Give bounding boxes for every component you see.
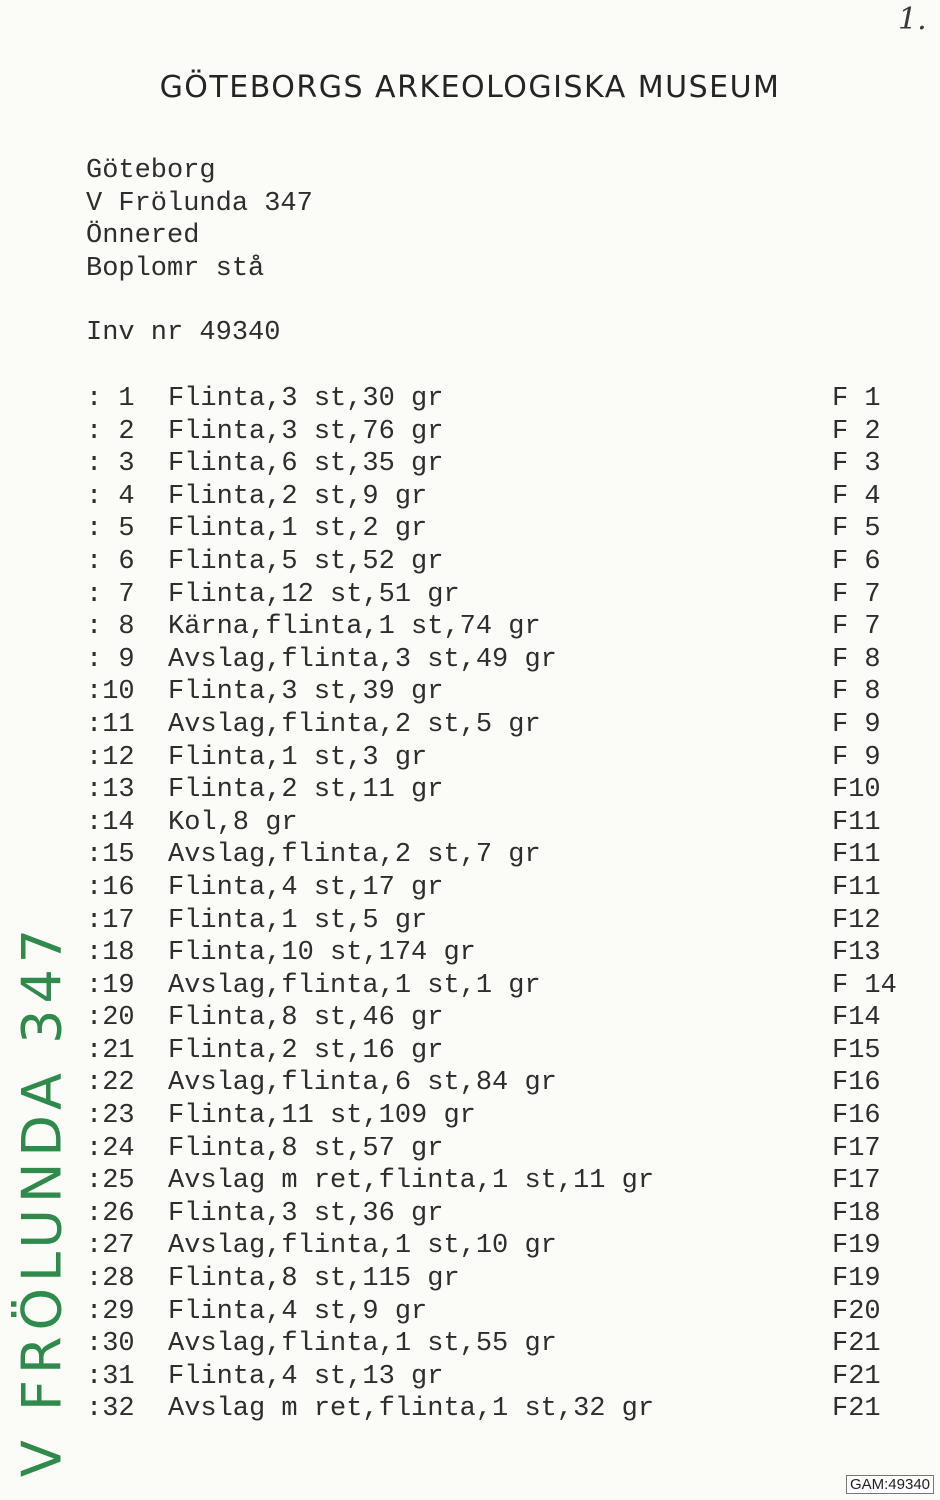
handwritten-site-label: V FRÖLUNDA 347	[10, 922, 74, 1478]
item-description: Avslag,flinta,2 st,5 gr	[168, 709, 541, 740]
item-find-code: F12	[832, 905, 881, 936]
item-description: Avslag,flinta,3 st,49 gr	[168, 644, 557, 675]
item-description: Flinta,8 st,46 gr	[168, 1003, 444, 1034]
item-find-code: F 1	[832, 384, 881, 414]
item-number: : 6	[86, 546, 135, 577]
item-number: : 9	[86, 644, 135, 675]
list-item	[86, 709, 906, 742]
list-item	[86, 1165, 906, 1198]
list-item	[86, 970, 906, 1003]
item-find-code: F11	[832, 872, 881, 903]
item-find-code: F 8	[832, 677, 881, 708]
item-number: :15	[86, 840, 135, 871]
site-header	[86, 155, 313, 285]
item-number: :16	[86, 872, 135, 903]
item-find-code: F21	[832, 1361, 881, 1392]
item-find-code: F17	[832, 1166, 881, 1197]
list-item	[86, 611, 906, 644]
item-number: :27	[86, 1231, 135, 1262]
item-number: :18	[86, 938, 135, 969]
item-description: Flinta,8 st,115 gr	[168, 1264, 460, 1295]
item-number: : 8	[86, 612, 135, 643]
museum-title: GÖTEBORGS ARKEOLOGISKA MUSEUM	[159, 70, 781, 105]
item-number: :29	[86, 1296, 135, 1327]
item-description: Avslag,flinta,6 st,84 gr	[168, 1068, 557, 1099]
item-description: Flinta,3 st,76 gr	[168, 416, 444, 447]
item-number: :19	[86, 970, 135, 1001]
item-find-code: F16	[832, 1068, 881, 1099]
item-description: Flinta,1 st,2 gr	[168, 514, 428, 545]
item-description: Flinta,10 st,174 gr	[168, 938, 476, 969]
list-item	[86, 1133, 906, 1166]
list-item	[86, 416, 906, 449]
item-description: Flinta,12 st,51 gr	[168, 579, 460, 610]
list-item	[86, 1198, 906, 1231]
item-number: : 5	[86, 514, 135, 545]
list-item	[86, 872, 906, 905]
item-find-code: F16	[832, 1101, 881, 1132]
list-item	[86, 676, 906, 709]
item-number: :32	[86, 1394, 135, 1425]
archive-stamp: GAM:49340	[846, 1475, 934, 1494]
item-description: Kol,8 gr	[168, 807, 298, 838]
item-number: :26	[86, 1198, 135, 1229]
item-find-code: F19	[832, 1231, 881, 1262]
list-item	[86, 1035, 906, 1068]
item-description: Flinta,2 st,16 gr	[168, 1035, 444, 1066]
list-item	[86, 1361, 906, 1394]
list-item	[86, 644, 906, 677]
item-number: :17	[86, 905, 135, 936]
item-description: Flinta,4 st,17 gr	[168, 872, 444, 903]
list-item	[86, 1263, 906, 1296]
item-number: : 3	[86, 449, 135, 480]
item-description: Flinta,11 st,109 gr	[168, 1101, 476, 1132]
item-description: Flinta,8 st,57 gr	[168, 1133, 444, 1164]
item-find-code: F14	[832, 1003, 881, 1034]
item-number: :12	[86, 742, 135, 773]
item-find-code: F13	[832, 938, 881, 969]
type-line: Boplomr stå	[86, 253, 265, 284]
item-description: Flinta,1 st,5 gr	[168, 905, 428, 936]
site-line: V Frölunda 347	[86, 188, 313, 219]
item-number: :13	[86, 775, 135, 806]
item-number: : 2	[86, 416, 135, 447]
item-number: :31	[86, 1361, 135, 1392]
item-number: : 4	[86, 481, 135, 512]
list-item	[86, 481, 906, 514]
list-item	[86, 774, 906, 807]
item-number: :11	[86, 709, 135, 740]
item-find-code: F18	[832, 1198, 881, 1229]
item-find-code: F 6	[832, 546, 881, 577]
item-number: :25	[86, 1166, 135, 1197]
item-find-code: F 9	[832, 709, 881, 740]
list-item	[86, 1296, 906, 1329]
item-number: :23	[86, 1101, 135, 1132]
item-find-code: F21	[832, 1329, 881, 1360]
list-item	[86, 807, 906, 840]
item-description: Flinta,4 st,13 gr	[168, 1361, 444, 1392]
item-number: :22	[86, 1068, 135, 1099]
place-line: Önnered	[86, 221, 200, 251]
list-item	[86, 1328, 906, 1361]
item-number: :30	[86, 1329, 135, 1360]
list-item	[86, 839, 906, 872]
list-item	[86, 383, 906, 416]
item-find-code: F 14	[832, 970, 897, 1001]
item-find-code: F21	[832, 1394, 881, 1425]
item-find-code: F11	[832, 807, 881, 838]
item-description: Flinta,2 st,11 gr	[168, 775, 444, 806]
item-description: Flinta,2 st,9 gr	[168, 481, 428, 512]
item-find-code: F 3	[832, 449, 881, 480]
list-item	[86, 1067, 906, 1100]
list-item	[86, 937, 906, 970]
list-item	[86, 905, 906, 938]
item-find-code: F 5	[832, 514, 881, 545]
item-number: :20	[86, 1003, 135, 1034]
item-find-code: F15	[832, 1035, 881, 1066]
list-item	[86, 546, 906, 579]
item-number: :28	[86, 1264, 135, 1295]
list-item	[86, 579, 906, 612]
item-description: Avslag,flinta,2 st,7 gr	[168, 840, 541, 871]
item-find-code: F10	[832, 775, 881, 806]
item-description: Kärna,flinta,1 st,74 gr	[168, 612, 541, 643]
item-description: Flinta,6 st,35 gr	[168, 449, 444, 480]
item-find-code: F 7	[832, 579, 881, 610]
item-description: Avslag,flinta,1 st,55 gr	[168, 1329, 557, 1360]
item-number: :10	[86, 677, 135, 708]
item-description: Flinta,3 st,36 gr	[168, 1198, 444, 1229]
list-item	[86, 448, 906, 481]
item-find-code: F 8	[832, 644, 881, 675]
item-description: Avslag m ret,flinta,1 st,32 gr	[168, 1394, 655, 1425]
item-number: :21	[86, 1035, 135, 1066]
item-description: Avslag,flinta,1 st,1 gr	[168, 970, 541, 1001]
list-item	[86, 1002, 906, 1035]
item-description: Avslag,flinta,1 st,10 gr	[168, 1231, 557, 1262]
item-find-code: F11	[832, 840, 881, 871]
inventory-number: Inv nr 49340	[86, 318, 281, 348]
item-find-code: F 7	[832, 612, 881, 643]
list-item	[86, 1100, 906, 1133]
item-find-code: F 9	[832, 742, 881, 773]
item-find-code: F 4	[832, 481, 881, 512]
city-line: Göteborg	[86, 156, 216, 186]
item-description: Flinta,3 st,30 gr	[168, 384, 444, 414]
item-find-code: F 2	[832, 416, 881, 447]
item-description: Flinta,1 st,3 gr	[168, 742, 428, 773]
item-description: Flinta,3 st,39 gr	[168, 677, 444, 708]
item-number: : 7	[86, 579, 135, 610]
item-number: : 1	[86, 384, 135, 414]
item-description: Avslag m ret,flinta,1 st,11 gr	[168, 1166, 655, 1197]
page-number: 1.	[898, 2, 927, 37]
item-find-code: F17	[832, 1133, 881, 1164]
list-item	[86, 1393, 906, 1426]
list-item	[86, 1230, 906, 1263]
item-number: :24	[86, 1133, 135, 1164]
item-description: Flinta,4 st,9 gr	[168, 1296, 428, 1327]
find-list	[86, 383, 906, 1426]
item-find-code: F19	[832, 1264, 881, 1295]
list-item	[86, 742, 906, 775]
item-find-code: F20	[832, 1296, 881, 1327]
item-description: Flinta,5 st,52 gr	[168, 546, 444, 577]
list-item	[86, 513, 906, 546]
item-number: :14	[86, 807, 135, 838]
